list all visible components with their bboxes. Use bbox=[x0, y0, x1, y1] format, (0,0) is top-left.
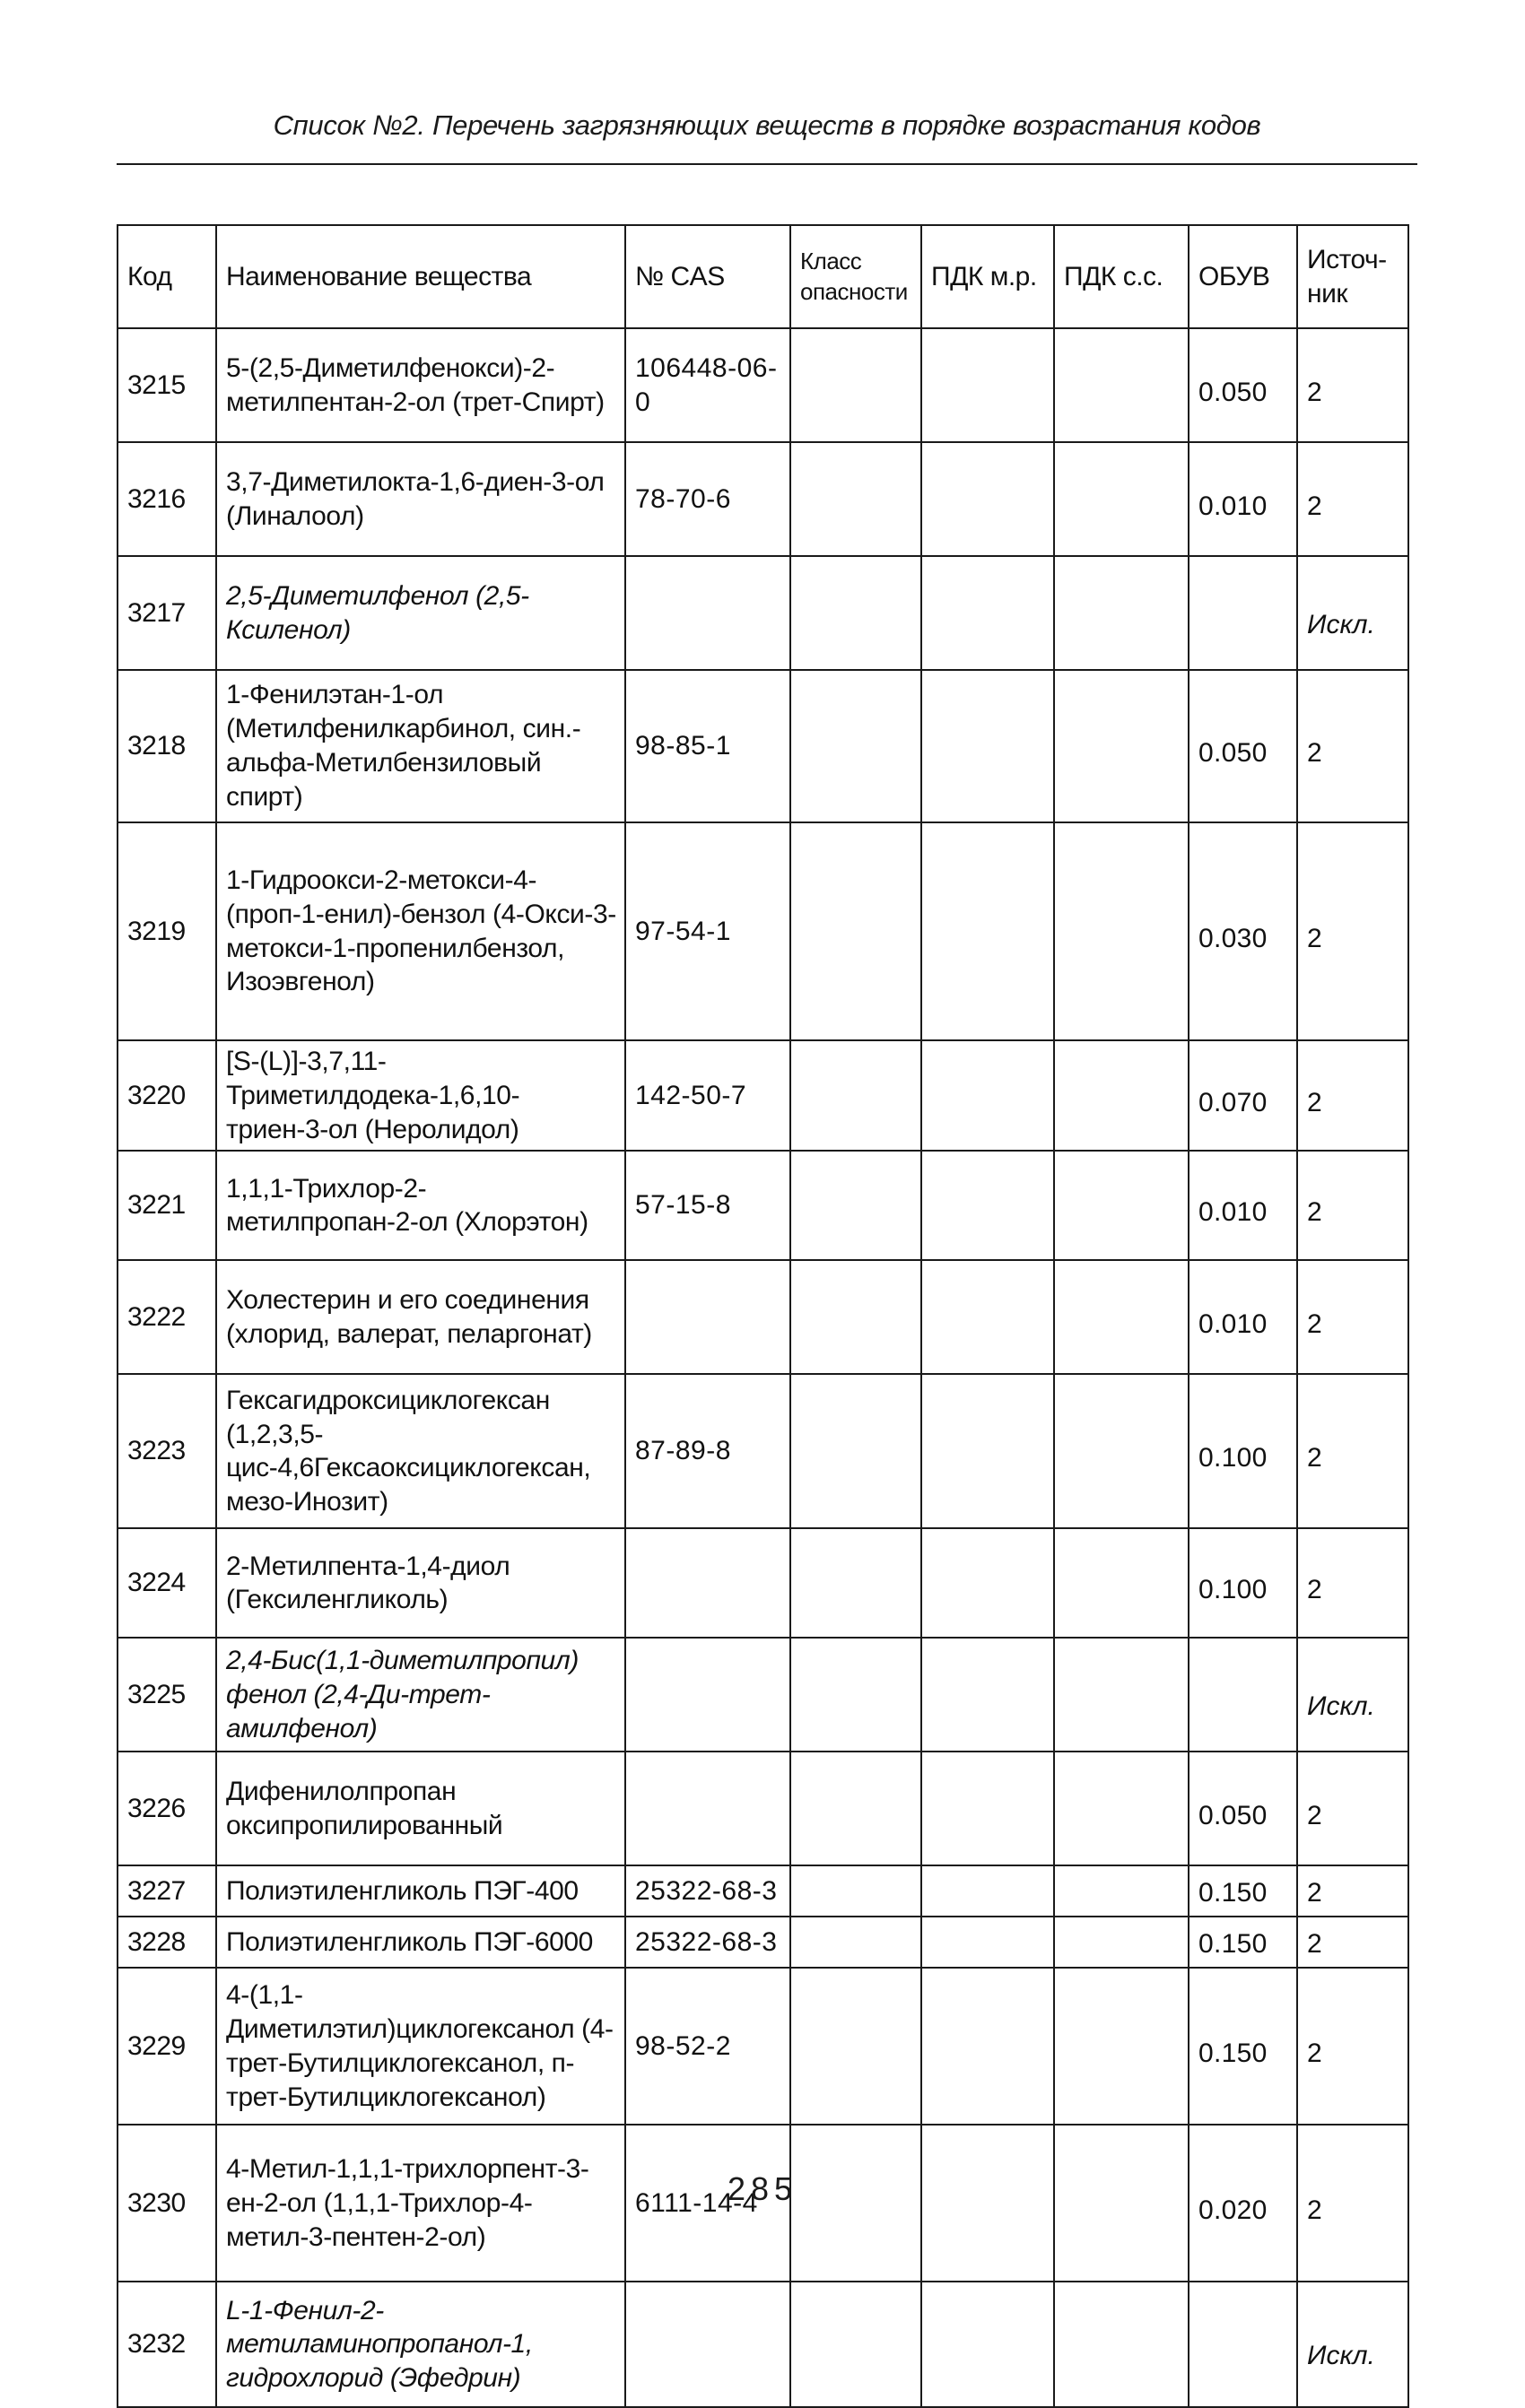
cell-code: 3220 bbox=[118, 1040, 216, 1151]
table-row bbox=[118, 1638, 1408, 1752]
cell-obuv bbox=[1189, 1638, 1297, 1752]
table-header-row bbox=[118, 225, 1408, 328]
cell-code: 3228 bbox=[118, 1917, 216, 1968]
cell-source: 2 bbox=[1297, 1968, 1408, 2125]
cell-pdk-ss bbox=[1054, 328, 1189, 442]
cell-code: 3224 bbox=[118, 1528, 216, 1638]
cell-code: 3225 bbox=[118, 1638, 216, 1752]
cell-pdk-mr bbox=[921, 822, 1054, 1040]
cell-pdk-ss bbox=[1054, 1151, 1189, 1260]
cell-pdk-ss bbox=[1054, 556, 1189, 670]
cell-cas bbox=[625, 2282, 790, 2407]
cell-cas: 87-89-8 bbox=[625, 1374, 790, 1528]
cell-pdk-ss bbox=[1054, 670, 1189, 822]
cell-pdk-mr bbox=[921, 1638, 1054, 1752]
table-row bbox=[118, 822, 1408, 1040]
cell-hazard-class bbox=[790, 2282, 921, 2407]
cell-name: 5-(2,5-Диметилфенокси)-2-метилпентан-2-ол (трет-Спирт) bbox=[216, 328, 625, 442]
cell-cas: 25322-68-3 bbox=[625, 1865, 790, 1917]
header-rule bbox=[117, 163, 1417, 165]
cell-obuv: 0.100 bbox=[1189, 1374, 1297, 1528]
cell-code: 3232 bbox=[118, 2282, 216, 2407]
cell-hazard-class bbox=[790, 1968, 921, 2125]
cell-pdk-ss bbox=[1054, 1752, 1189, 1865]
running-header: Список №2. Перечень загрязняющих веществ в порядке возрастания кодов bbox=[273, 109, 1261, 141]
cell-name: 3,7-Диметилокта-1,6-диен-3-ол (Линалоол) bbox=[216, 442, 625, 556]
cell-hazard-class bbox=[790, 1528, 921, 1638]
cell-pdk-ss bbox=[1054, 1260, 1189, 1374]
table-body bbox=[118, 328, 1408, 2407]
cell-obuv: 0.030 bbox=[1189, 822, 1297, 1040]
cell-obuv: 0.070 bbox=[1189, 1040, 1297, 1151]
cell-cas bbox=[625, 1752, 790, 1865]
cell-code: 3217 bbox=[118, 556, 216, 670]
table-row bbox=[118, 1151, 1408, 1260]
col-header-pdk-ss: ПДК с.с. bbox=[1054, 225, 1189, 328]
cell-code: 3223 bbox=[118, 1374, 216, 1528]
cell-obuv: 0.050 bbox=[1189, 1752, 1297, 1865]
cell-pdk-mr bbox=[921, 1374, 1054, 1528]
cell-obuv: 0.010 bbox=[1189, 1151, 1297, 1260]
table-row bbox=[118, 442, 1408, 556]
table-row bbox=[118, 1917, 1408, 1968]
cell-cas: 106448-06-0 bbox=[625, 328, 790, 442]
col-header-pdk-mr: ПДК м.р. bbox=[921, 225, 1054, 328]
cell-obuv: 0.150 bbox=[1189, 1917, 1297, 1968]
cell-code: 3222 bbox=[118, 1260, 216, 1374]
cell-pdk-mr bbox=[921, 1528, 1054, 1638]
cell-pdk-ss bbox=[1054, 1917, 1189, 1968]
cell-name: 1-Фенилэтан-1-ол (Метилфенилкарбинол, син.-альфа-Метилбензиловый спирт) bbox=[216, 670, 625, 822]
cell-name: Полиэтиленгликоль ПЭГ-6000 bbox=[216, 1917, 625, 1968]
cell-name: 2,4-Бис(1,1-диметилпропил) фенол (2,4-Ди-трет-амилфенол) bbox=[216, 1638, 625, 1752]
cell-obuv: 0.050 bbox=[1189, 670, 1297, 822]
cell-source: 2 bbox=[1297, 1260, 1408, 1374]
cell-hazard-class bbox=[790, 1752, 921, 1865]
col-header-obuv: ОБУВ bbox=[1189, 225, 1297, 328]
cell-hazard-class bbox=[790, 1040, 921, 1151]
cell-name: 2-Метилпента-1,4-диол (Гексиленгликоль) bbox=[216, 1528, 625, 1638]
cell-source: 2 bbox=[1297, 442, 1408, 556]
table-row bbox=[118, 1260, 1408, 1374]
cell-source: 2 bbox=[1297, 1917, 1408, 1968]
table-row bbox=[118, 328, 1408, 442]
cell-pdk-mr bbox=[921, 1260, 1054, 1374]
cell-pdk-ss bbox=[1054, 1638, 1189, 1752]
cell-source: Искл. bbox=[1297, 2282, 1408, 2407]
cell-pdk-ss bbox=[1054, 1968, 1189, 2125]
cell-code: 3221 bbox=[118, 1151, 216, 1260]
cell-source: 2 bbox=[1297, 822, 1408, 1040]
cell-code: 3226 bbox=[118, 1752, 216, 1865]
cell-hazard-class bbox=[790, 328, 921, 442]
cell-pdk-ss bbox=[1054, 442, 1189, 556]
cell-pdk-mr bbox=[921, 556, 1054, 670]
cell-code: 3216 bbox=[118, 442, 216, 556]
cell-obuv: 0.010 bbox=[1189, 1260, 1297, 1374]
cell-source: 2 bbox=[1297, 1040, 1408, 1151]
cell-cas: 98-52-2 bbox=[625, 1968, 790, 2125]
cell-name: Дифенилолпропан оксипропилированный bbox=[216, 1752, 625, 1865]
cell-name: 4-(1,1-Диметилэтил)циклогексанол (4-трет-Бутилциклогексанол, п-трет-Бутилциклогексанол) bbox=[216, 1968, 625, 2125]
cell-obuv: 0.050 bbox=[1189, 328, 1297, 442]
table-row bbox=[118, 1040, 1408, 1151]
cell-hazard-class bbox=[790, 1638, 921, 1752]
cell-cas bbox=[625, 1260, 790, 1374]
cell-obuv bbox=[1189, 556, 1297, 670]
cell-name: L-1-Фенил-2-метиламинопропанол-1, гидрохлорид (Эфедрин) bbox=[216, 2282, 625, 2407]
table-row bbox=[118, 670, 1408, 822]
table-row bbox=[118, 1865, 1408, 1917]
cell-source: 2 bbox=[1297, 328, 1408, 442]
cell-pdk-ss bbox=[1054, 1374, 1189, 1528]
table-row bbox=[118, 1968, 1408, 2125]
cell-pdk-ss bbox=[1054, 1528, 1189, 1638]
col-header-hazard-class: Класс опасности bbox=[790, 225, 921, 328]
cell-name: 1-Гидроокси-2-метокси-4-(проп-1-енил)-бензол (4-Окси-3-метокси-1-пропенилбензол, Изоэвгенол) bbox=[216, 822, 625, 1040]
cell-pdk-mr bbox=[921, 1865, 1054, 1917]
cell-source: 2 bbox=[1297, 1151, 1408, 1260]
cell-pdk-ss bbox=[1054, 1865, 1189, 1917]
cell-hazard-class bbox=[790, 1374, 921, 1528]
cell-obuv: 0.150 bbox=[1189, 1968, 1297, 2125]
cell-cas bbox=[625, 1528, 790, 1638]
table-row bbox=[118, 556, 1408, 670]
cell-code: 3227 bbox=[118, 1865, 216, 1917]
cell-name: 1,1,1-Трихлор-2-метилпропан-2-ол (Хлорэтон) bbox=[216, 1151, 625, 1260]
cell-source: Искл. bbox=[1297, 1638, 1408, 1752]
cell-code: 3215 bbox=[118, 328, 216, 442]
cell-cas: 57-15-8 bbox=[625, 1151, 790, 1260]
cell-cas: 98-85-1 bbox=[625, 670, 790, 822]
cell-obuv: 0.010 bbox=[1189, 442, 1297, 556]
table-row bbox=[118, 1528, 1408, 1638]
cell-hazard-class bbox=[790, 822, 921, 1040]
cell-pdk-mr bbox=[921, 1917, 1054, 1968]
cell-cas: 142-50-7 bbox=[625, 1040, 790, 1151]
cell-pdk-mr bbox=[921, 1040, 1054, 1151]
cell-pdk-ss bbox=[1054, 1040, 1189, 1151]
table-row bbox=[118, 1374, 1408, 1528]
cell-source: Искл. bbox=[1297, 556, 1408, 670]
cell-hazard-class bbox=[790, 1260, 921, 1374]
cell-hazard-class bbox=[790, 556, 921, 670]
cell-pdk-mr bbox=[921, 328, 1054, 442]
cell-name: Гексагидроксициклогексан (1,2,3,5-цис-4,6Гексаоксициклогексан, мезо-Инозит) bbox=[216, 1374, 625, 1528]
cell-cas bbox=[625, 1638, 790, 1752]
cell-hazard-class bbox=[790, 1865, 921, 1917]
cell-pdk-mr bbox=[921, 1968, 1054, 2125]
substances-table-wrap bbox=[117, 224, 1407, 2408]
cell-name: 4-Метил-1,1,1-трихлорпент-3-ен-2-ол (1,1,1-Трихлор-4-метил-3-пентен-2-ол) bbox=[216, 2125, 625, 2282]
table-row bbox=[118, 1752, 1408, 1865]
cell-obuv: 0.100 bbox=[1189, 1528, 1297, 1638]
cell-source: 2 bbox=[1297, 1528, 1408, 1638]
cell-pdk-mr bbox=[921, 1752, 1054, 1865]
cell-name: 2,5-Диметилфенол (2,5-Ксиленол) bbox=[216, 556, 625, 670]
cell-code: 3230 bbox=[118, 2125, 216, 2282]
cell-cas: 97-54-1 bbox=[625, 822, 790, 1040]
col-header-source: Источ-ник bbox=[1297, 225, 1408, 328]
col-header-code: Код bbox=[118, 225, 216, 328]
cell-pdk-ss bbox=[1054, 2282, 1189, 2407]
cell-pdk-mr bbox=[921, 670, 1054, 822]
cell-obuv bbox=[1189, 2282, 1297, 2407]
cell-cas: 78-70-6 bbox=[625, 442, 790, 556]
cell-hazard-class bbox=[790, 1151, 921, 1260]
cell-obuv: 0.150 bbox=[1189, 1865, 1297, 1917]
col-header-cas: № CAS bbox=[625, 225, 790, 328]
cell-source: 2 bbox=[1297, 1374, 1408, 1528]
cell-source: 2 bbox=[1297, 670, 1408, 822]
cell-pdk-mr bbox=[921, 442, 1054, 556]
cell-source: 2 bbox=[1297, 1865, 1408, 1917]
cell-hazard-class bbox=[790, 670, 921, 822]
cell-cas: 6111-14-4 bbox=[625, 2125, 790, 2282]
cell-pdk-mr bbox=[921, 1151, 1054, 1260]
cell-pdk-mr bbox=[921, 2282, 1054, 2407]
cell-code: 3218 bbox=[118, 670, 216, 822]
cell-hazard-class bbox=[790, 1917, 921, 1968]
cell-pdk-ss bbox=[1054, 822, 1189, 1040]
page-number: 285 bbox=[727, 2170, 798, 2207]
cell-obuv: 0.020 bbox=[1189, 2125, 1297, 2282]
cell-code: 3219 bbox=[118, 822, 216, 1040]
cell-name: Холестерин и его соединения (хлорид, валерат, пеларгонат) bbox=[216, 1260, 625, 1374]
cell-name: [S-(L)]-3,7,11-Триметилдодека-1,6,10-триен-3-ол (Неролидол) bbox=[216, 1040, 625, 1151]
col-header-name: Наименование вещества bbox=[216, 225, 625, 328]
cell-source: 2 bbox=[1297, 2125, 1408, 2282]
cell-name: Полиэтиленгликоль ПЭГ-400 bbox=[216, 1865, 625, 1917]
cell-code: 3229 bbox=[118, 1968, 216, 2125]
table-row bbox=[118, 2282, 1408, 2407]
cell-cas bbox=[625, 556, 790, 670]
cell-source: 2 bbox=[1297, 1752, 1408, 1865]
cell-hazard-class bbox=[790, 442, 921, 556]
cell-cas: 25322-68-3 bbox=[625, 1917, 790, 1968]
substances-table bbox=[117, 224, 1409, 2408]
